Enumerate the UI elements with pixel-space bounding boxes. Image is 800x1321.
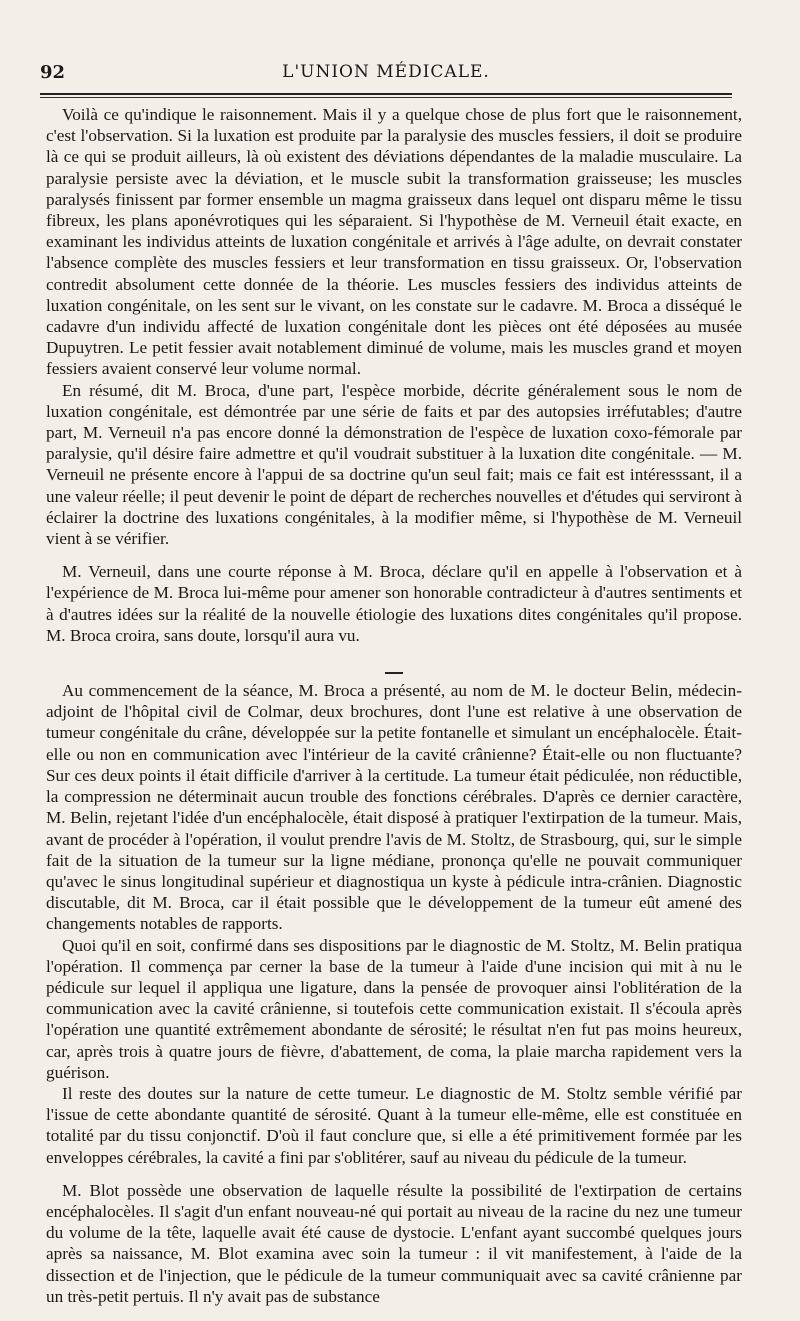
- header-rule-thin: [40, 97, 732, 98]
- paragraph-3: M. Verneuil, dans une courte réponse à M. Broca, déclare qu'il en appelle à l'observation et à l'expérience de M. Broca lui-même pour amener son honorable contradicteur à d'autres sentiments et à d'autres idées sur la réalité de la nouvelle étiologie des luxations dites congénitales qu'il propose. M. Broca croira, sans doute, lorsqu'il aura vu.: [46, 562, 742, 645]
- paragraph-5: Quoi qu'il en soit, confirmé dans ses dispositions par le diagnostic de M. Stoltz, M. Belin pratiqua l'opération. Il commença par cerner la base de la tumeur à l'aide d'une incision qui mit à nu le pédicule sur lequel il appliqua une ligature, dans la pensée de provoquer ainsi l'oblitération de la communication avec la cavité crânienne, si toutefois cette communication existait. Il s'écoula après l'opération une quantité extrêmement abondante de sérosité; le résultat n'en fut pas moins heureux, car, après trois à quatre jours de fièvre, d'abattement, de coma, la plaie marcha rapidement vers la guérison.: [46, 935, 742, 1082]
- running-head: L'UNION MÉDICALE.: [282, 62, 490, 82]
- paragraph-4: Au commencement de la séance, M. Broca a présenté, au nom de M. le docteur Belin, médecin-adjoint de l'hôpital civil de Colmar, deux brochures, dont l'une est relative à une observation de tumeur congénitale du crâne, développée sur la petite fontanelle et simulant un encéphalocèle. Était-elle ou non en communication avec l'intérieur de la cavité crânienne? Était-elle ou non fluctuante? Sur ces deux points il était difficile d'arriver à la certitude. La tumeur était pédiculée, non réductible, la compression ne déterminait aucun trouble des fonctions cérébrales. D'après ce dernier caractère, M. Belin, rejetant l'idée d'un encéphalocèle, était disposé à pratiquer l'extirpation de la tumeur. Mais, avant de procéder à l'opération, il voulut prendre l'avis de M. Stoltz, de Strasbourg, qui, sur le simple fait de la situation de la tumeur sur la ligne médiane, prononça qu'elle ne pouvait communiquer qu'avec le sinus longitudinal supérieur et diagnostiqua un kyste à pédicule intra-crânien. Diagnostic discutable, dit M. Broca, car il était possible que le développement de la tumeur eût amené des changements notables de rapports.: [46, 681, 742, 934]
- page-number: 92: [40, 62, 66, 83]
- page-header: [40, 62, 732, 88]
- paragraph-6: Il reste des doutes sur la nature de cette tumeur. Le diagnostic de M. Stoltz semble vérifié par l'issue de cette abondante quantité de sérosité. Quant à la tumeur elle-même, elle est constituée en totalité par du tissu conjonctif. D'où il faut conclure que, si elle a été primitivement formée par les enveloppes cérébrales, la cavité a fini par s'oblitérer, sauf au niveau du pédicule de la tumeur.: [46, 1083, 742, 1167]
- paragraph-2: En résumé, dit M. Broca, d'une part, l'espèce morbide, décrite généralement sous le nom de luxation congénitale, est démontrée par une série de faits et par des autopsies irréfutables; d'autre part, M. Verneuil n'a pas encore donné la démonstration de l'espèce de luxation coxo-fémorale par paralysie, qu'il désire faire admettre et qu'il voudrait substituer à la luxation dite congénitale. — M. Verneuil ne présente encore à l'appui de sa doctrine qu'un seul fait; mais ce fait est intéresssant, il a une valeur réelle; il peut devenir le point de départ de recherches nouvelles et d'études qui serviront à éclairer la doctrine des luxations congénitales, à la modifier même, si l'hypothèse de M. Verneuil vient à se vérifier.: [46, 380, 742, 549]
- section-separator: [46, 650, 742, 666]
- paragraph-7: M. Blot possède une observation de laquelle résulte la possibilité de l'extirpation de certains encéphalocèles. Il s'agit d'un enfant nouveau-né qui portait au niveau de la racine du nez une tumeur du volume de la tête, laquelle avait été cause de dystocie. L'enfant ayant succombé quelques jours après sa naissance, M. Blot examina avec soin la tumeur : il vit manifestement, à l'aide de la dissection et de l'injection, que le pédicule de la tumeur communiquait avec sa cavité crânienne par un très-petit pertuis. Il n'y avait pas de substance: [46, 1180, 742, 1306]
- body-text: [46, 104, 742, 1307]
- header-rule: [40, 93, 732, 95]
- paragraph-1: Voilà ce qu'indique le raisonnement. Mais il y a quelque chose de plus fort que le raisonnement, c'est l'observation. Si la luxation est produite par la paralysie des muscles fessiers, il doit se produire là ce qui se produit ailleurs, là où existent des déviations dépendantes de la maladie musculaire. La paralysie persiste avec la déviation, et le muscle subit la transformation graisseuse; les muscles paralysés finissent par former ensemble un magma graisseux dans lequel ont disparu même le tissu fibreux, les plans aponévrotiques qui les séparaient. Si l'hypothèse de M. Verneuil était exacte, en examinant les individus atteints de luxation congénitale et arrivés à l'âge adulte, on devrait constater l'absence complète des muscles fessiers et leur transformation en tissu graisseux. Or, l'observation contredit absolument cette donnée de la théorie. Les muscles fessiers des individus atteints de luxation congénitale, on les sent sur le vivant, on les constate sur le cadavre. M. Broca a disséqué le cadavre d'un individu affecté de luxation congénitale dont les pièces ont été déposées au musée Dupuytren. Le petit fessier avait notablement diminué de volume, mais les muscles grand et moyen fessiers avaient conservé leur volume normal.: [46, 105, 742, 379]
